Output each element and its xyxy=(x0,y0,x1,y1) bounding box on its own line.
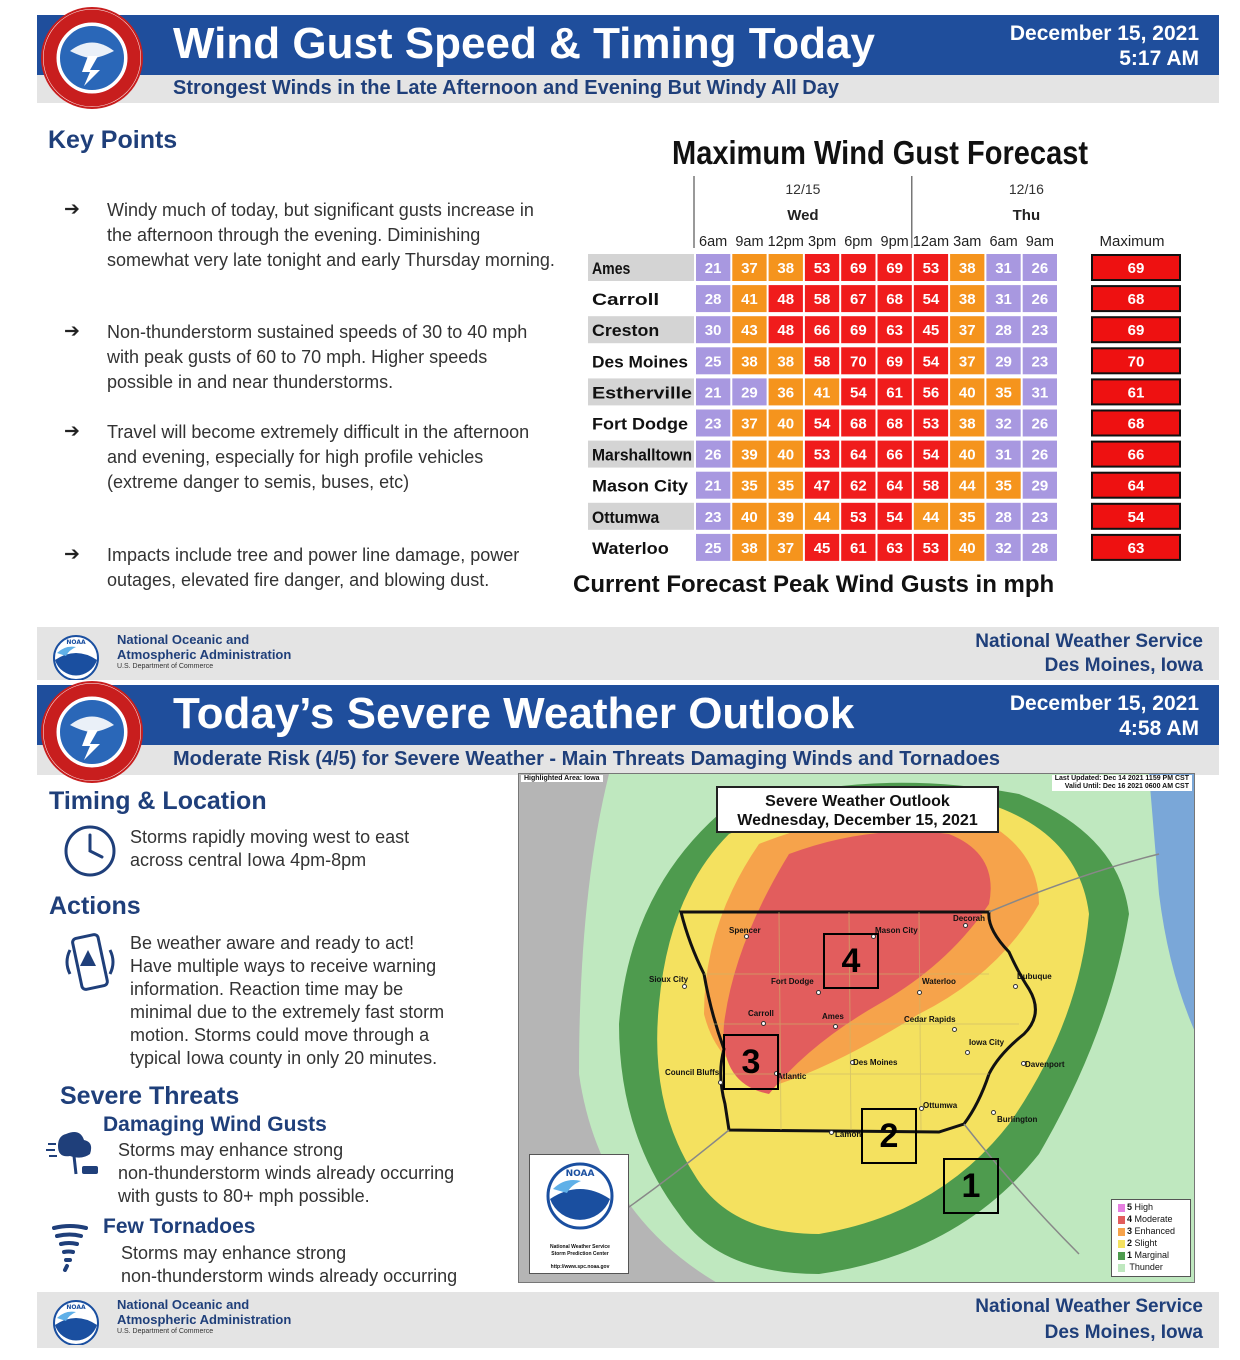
legend-item xyxy=(1118,1214,1173,1226)
gust-value: 32 xyxy=(995,415,1012,433)
city-label: Ottumwa xyxy=(592,507,660,527)
max-value: 70 xyxy=(1127,353,1145,371)
gust-value: 23 xyxy=(1031,322,1049,340)
gust-value: 58 xyxy=(813,353,831,371)
legend-label: Enhanced xyxy=(1134,1226,1176,1236)
date-header: 12/15 xyxy=(785,181,821,197)
city-label: Creston xyxy=(592,321,660,341)
key-point-text: Impacts include tree and power line damage, power outages, elevated fire danger, and blowing dust. xyxy=(107,545,520,590)
gust-value: 53 xyxy=(922,260,940,277)
gust-value: 28 xyxy=(995,322,1012,340)
max-value: 63 xyxy=(1127,539,1145,557)
issue-datetime xyxy=(1010,691,1199,741)
gust-value: 26 xyxy=(1031,291,1049,309)
page-subtitle: Strongest Winds in the Late Afternoon and Evening But Windy All Day xyxy=(173,77,839,99)
city-label: Des Moines xyxy=(853,1058,898,1067)
tornado-threat-line: Storms may enhance strong xyxy=(121,1243,347,1263)
gust-value: 23 xyxy=(1031,508,1049,526)
gust-value: 21 xyxy=(704,384,722,402)
gust-value: 38 xyxy=(958,260,976,277)
gust-value: 32 xyxy=(995,539,1012,557)
gust-value: 62 xyxy=(850,477,867,495)
gust-value: 53 xyxy=(922,539,940,557)
gust-value: 38 xyxy=(958,415,976,433)
gust-value: 31 xyxy=(995,260,1012,277)
gust-value: 61 xyxy=(850,539,867,557)
spc-line1: National Weather Service xyxy=(550,1244,610,1250)
gust-value: 30 xyxy=(704,322,722,340)
gust-value: 40 xyxy=(958,384,976,402)
time-header: 6pm xyxy=(844,234,873,250)
gust-value: 26 xyxy=(1031,446,1049,464)
city-label: Atlantic xyxy=(777,1072,807,1081)
city-marker xyxy=(1013,984,1018,989)
gust-value: 26 xyxy=(1031,260,1049,277)
city-label: Fort Dodge xyxy=(592,414,688,434)
city-label: Cedar Rapids xyxy=(904,1015,956,1024)
wind-threat-title: Damaging Wind Gusts xyxy=(103,1113,327,1136)
tornado-icon xyxy=(50,1222,90,1272)
arrow-right-icon: ➔ xyxy=(64,544,80,565)
gust-value: 67 xyxy=(850,291,867,309)
gust-value: 53 xyxy=(813,260,831,277)
noaa-name-line2: Atmospheric Administration xyxy=(117,647,292,662)
gust-table-title: Maximum Wind Gust Forecast xyxy=(672,134,1089,171)
gust-value: 40 xyxy=(741,508,758,526)
actions-title: Actions xyxy=(49,892,141,920)
gust-value: 26 xyxy=(704,446,722,464)
gust-value: 35 xyxy=(741,477,758,495)
actions-line: Have multiple ways to receive warning xyxy=(130,956,437,976)
gust-value: 58 xyxy=(922,477,940,495)
noaa-mark: NOAA xyxy=(66,1304,86,1311)
actions-line: motion. Storms could move through a xyxy=(130,1025,430,1045)
gust-value: 64 xyxy=(886,477,903,495)
gust-value: 35 xyxy=(777,477,795,495)
page-subtitle: Moderate Risk (4/5) for Severe Weather - Main Threats Damaging Winds and Tornadoes xyxy=(173,748,1001,770)
title-bar xyxy=(37,685,1219,745)
key-points-title: Key Points xyxy=(48,126,178,154)
arrow-right-icon: ➔ xyxy=(64,321,80,342)
legend-item xyxy=(1118,1262,1163,1274)
gust-value: 21 xyxy=(704,477,722,495)
city-label: Carroll xyxy=(592,290,660,310)
gust-value: 36 xyxy=(777,384,795,402)
gust-value: 38 xyxy=(741,353,758,371)
gust-value: 44 xyxy=(958,477,976,495)
actions-line: minimal due to the extremely fast storm xyxy=(130,1002,445,1022)
noaa-name-line2: Atmospheric Administration xyxy=(117,1312,292,1327)
city-label: Fort Dodge xyxy=(771,977,814,986)
gust-value: 31 xyxy=(995,291,1012,309)
time-header: 9pm xyxy=(880,234,909,250)
noaa-logo-icon xyxy=(49,1297,103,1345)
noaa-logo-icon xyxy=(545,1161,615,1231)
gust-value: 58 xyxy=(813,291,831,309)
gust-value: 31 xyxy=(1031,384,1049,402)
legend-swatch xyxy=(1118,1252,1125,1260)
spc-logo-mark: NOAA xyxy=(565,1169,595,1179)
city-marker xyxy=(816,990,821,995)
city-label: Mason City xyxy=(592,476,689,496)
legend-num: 5 xyxy=(1127,1202,1133,1212)
gust-value: 35 xyxy=(995,384,1012,402)
gust-value: 28 xyxy=(1031,539,1049,557)
city-label: Iowa City xyxy=(969,1038,1005,1047)
wind-tree-icon xyxy=(46,1128,102,1178)
city-label: Decorah xyxy=(953,914,986,923)
legend-swatch xyxy=(1118,1240,1125,1248)
issue-time: 4:58 AM xyxy=(1119,717,1199,740)
gust-value: 37 xyxy=(958,353,976,371)
gust-value: 40 xyxy=(958,539,976,557)
gust-value: 61 xyxy=(886,384,903,402)
issue-datetime xyxy=(1010,21,1199,71)
gust-value: 63 xyxy=(886,322,903,340)
arrow-right-icon: ➔ xyxy=(64,199,80,220)
city-label: Ames xyxy=(592,259,631,278)
subtitle-bar xyxy=(37,75,1219,103)
gust-value: 54 xyxy=(886,508,903,526)
gust-value: 38 xyxy=(777,260,795,277)
legend-label: High xyxy=(1134,1202,1154,1212)
city-label: Des Moines xyxy=(592,352,688,372)
footer xyxy=(37,1292,1219,1348)
legend-swatch xyxy=(1118,1264,1125,1272)
gust-value: 38 xyxy=(958,291,976,309)
noaa-logo-icon xyxy=(49,632,103,680)
gust-value: 25 xyxy=(704,353,722,371)
issue-time: 5:17 AM xyxy=(1119,47,1199,70)
page-title: Today’s Severe Weather Outlook xyxy=(173,689,855,738)
nws-name: National Weather Service xyxy=(975,631,1203,652)
legend-item xyxy=(1118,1250,1169,1262)
highlight-area-label: Highlighted Area: Iowa xyxy=(521,775,603,782)
city-marker xyxy=(682,984,687,989)
legend-label: Slight xyxy=(1134,1238,1158,1248)
time-header: 6am xyxy=(989,234,1018,250)
key-point-text: Windy much of today, but significant gusts increase in the afternoon through the evening. Diminishing somewhat very late tonight and early Thursday morning. xyxy=(107,200,555,270)
gust-value: 53 xyxy=(813,446,831,464)
map-title xyxy=(716,786,999,833)
gust-value: 54 xyxy=(813,415,831,433)
city-marker xyxy=(965,1050,970,1055)
gust-value: 40 xyxy=(777,446,795,464)
time-header: 9am xyxy=(735,234,764,250)
city-label: Carroll xyxy=(748,1009,774,1018)
gust-value: 40 xyxy=(777,415,795,433)
gust-value: 54 xyxy=(922,446,940,464)
city-label: Lamoni xyxy=(835,1130,864,1139)
noaa-department: U.S. Department of Commerce xyxy=(117,1328,214,1335)
noaa-name-line1: National Oceanic and xyxy=(117,632,250,647)
gust-value: 31 xyxy=(995,446,1012,464)
city-label: Waterloo xyxy=(922,977,956,986)
issue-date: December 15, 2021 xyxy=(1009,692,1199,715)
actions-line: Be weather aware and ready to act! xyxy=(130,933,415,953)
gust-value: 54 xyxy=(850,384,867,402)
gust-value: 35 xyxy=(958,508,976,526)
city-label: Spencer xyxy=(729,926,761,935)
gust-value: 35 xyxy=(995,477,1012,495)
gust-value: 48 xyxy=(777,322,795,340)
gust-value: 48 xyxy=(777,291,795,309)
noaa-name-line1: National Oceanic and xyxy=(117,1297,250,1312)
time-header: 12pm xyxy=(767,234,804,250)
gust-value: 47 xyxy=(813,477,831,495)
actions-line: typical Iowa county in only 20 minutes. xyxy=(130,1048,438,1068)
time-header: 12am xyxy=(912,234,950,250)
gust-value: 53 xyxy=(922,415,940,433)
gust-value: 38 xyxy=(777,353,795,371)
arrow-right-icon: ➔ xyxy=(64,421,80,442)
legend-item xyxy=(1118,1202,1153,1214)
time-header: 3pm xyxy=(807,234,837,250)
key-point-text: Non-thunderstorm sustained speeds of 30 to 40 mph with peak gusts of 60 to 70 mph. Higher speeds possible in and near thunderstorms. xyxy=(107,322,528,392)
gust-value: 70 xyxy=(850,353,867,371)
noaa-department: U.S. Department of Commerce xyxy=(117,663,214,670)
day-header: Wed xyxy=(787,207,819,224)
gust-table-caption: Current Forecast Peak Wind Gusts in mph xyxy=(573,571,1055,598)
max-value: 69 xyxy=(1127,322,1145,340)
gust-value: 64 xyxy=(850,446,867,464)
gust-value: 37 xyxy=(741,260,758,277)
city-marker xyxy=(761,1021,766,1026)
spc-line2: Storm Prediction Center xyxy=(551,1251,609,1257)
city-marker xyxy=(829,1130,834,1135)
gust-value: 23 xyxy=(704,508,722,526)
max-value: 68 xyxy=(1127,415,1145,433)
max-value: 69 xyxy=(1127,260,1145,277)
gust-value: 40 xyxy=(958,446,976,464)
legend-num: 4 xyxy=(1127,1214,1133,1224)
gust-value: 68 xyxy=(850,415,867,433)
gust-value: 43 xyxy=(741,322,758,340)
nws-name: National Weather Service xyxy=(975,1296,1203,1317)
gust-value: 29 xyxy=(1031,477,1049,495)
max-value: 66 xyxy=(1127,446,1145,464)
legend-num: 1 xyxy=(1127,1250,1133,1260)
city-label: Sioux City xyxy=(649,975,689,984)
timing-text-2: across central Iowa 4pm-8pm xyxy=(130,850,367,870)
gust-value: 29 xyxy=(995,353,1012,371)
nws-office: Des Moines, Iowa xyxy=(1044,655,1203,676)
gust-value: 23 xyxy=(1031,353,1049,371)
date-header: 12/16 xyxy=(1008,181,1044,197)
spc-logo-box xyxy=(529,1154,629,1274)
city-label: Dubuque xyxy=(1017,972,1052,981)
key-point-text: Travel will become extremely difficult in the afternoon and evening, especially for high profile vehicles (extreme danger to semis, buses, etc) xyxy=(107,422,530,492)
day-header: Thu xyxy=(1012,207,1041,224)
gust-value: 37 xyxy=(741,415,758,433)
gust-value: 69 xyxy=(850,260,867,277)
max-value: 61 xyxy=(1127,384,1145,402)
legend-swatch xyxy=(1118,1228,1125,1236)
tornado-threat-title: Few Tornadoes xyxy=(103,1215,256,1238)
legend-label: Thunder xyxy=(1129,1262,1163,1272)
map-timestamps xyxy=(1052,775,1192,791)
legend-item xyxy=(1118,1238,1157,1250)
gust-value: 21 xyxy=(704,260,722,277)
gust-value: 28 xyxy=(995,508,1012,526)
gust-value: 69 xyxy=(886,353,903,371)
legend-swatch xyxy=(1118,1204,1125,1212)
gust-value: 69 xyxy=(850,322,867,340)
nws-seal-icon xyxy=(40,680,144,784)
map-title-line1: Severe Weather Outlook xyxy=(765,793,950,810)
gust-value: 39 xyxy=(777,508,795,526)
wind-threat-line: with gusts to 80+ mph possible. xyxy=(118,1186,370,1206)
gust-value: 26 xyxy=(1031,415,1049,433)
gust-value: 37 xyxy=(958,322,976,340)
tornado-threat-line: non-thunderstorm winds already occurring xyxy=(121,1266,458,1286)
threats-title: Severe Threats xyxy=(60,1082,240,1110)
gust-value: 38 xyxy=(741,539,758,557)
city-marker xyxy=(833,1024,838,1029)
gust-value: 41 xyxy=(741,291,758,309)
clock-icon xyxy=(62,823,118,879)
map-title-line2: Wednesday, December 15, 2021 xyxy=(737,812,978,829)
max-value: 64 xyxy=(1127,477,1145,495)
gust-value: 23 xyxy=(704,415,722,433)
city-label: Council Bluffs xyxy=(665,1068,720,1077)
legend-num: 2 xyxy=(1127,1238,1133,1248)
gust-value: 41 xyxy=(813,384,831,402)
gust-value: 25 xyxy=(704,539,722,557)
time-header: 3am xyxy=(953,234,982,250)
time-header: 6am xyxy=(699,234,728,250)
legend-label: Moderate xyxy=(1134,1214,1173,1224)
gust-value: 44 xyxy=(922,508,940,526)
gust-table xyxy=(580,170,1200,570)
gust-value: 56 xyxy=(922,384,940,402)
nws-office: Des Moines, Iowa xyxy=(1044,1322,1203,1343)
city-label: Ames xyxy=(822,1012,844,1021)
gust-value: 68 xyxy=(886,415,903,433)
title-bar xyxy=(37,15,1219,75)
risk-legend xyxy=(1111,1199,1191,1277)
wind-threat-line: Storms may enhance strong xyxy=(118,1140,344,1160)
wind-threat-line: non-thunderstorm winds already occurring xyxy=(118,1163,455,1183)
risk-box-2: 2 xyxy=(861,1108,917,1164)
gust-value: 69 xyxy=(886,260,903,277)
valid-until: Valid Until: Dec 16 2021 0600 AM CST xyxy=(1064,783,1189,790)
city-marker xyxy=(963,923,968,928)
footer xyxy=(37,627,1219,680)
max-value: 68 xyxy=(1127,291,1145,309)
gust-value: 66 xyxy=(813,322,831,340)
timing-text-1: Storms rapidly moving west to east xyxy=(130,827,410,847)
gust-value: 54 xyxy=(922,291,940,309)
city-marker xyxy=(952,1027,957,1032)
city-label: Ottumwa xyxy=(923,1101,958,1110)
outlook-map xyxy=(518,773,1195,1283)
subtitle-bar xyxy=(37,745,1219,775)
city-label: Mason City xyxy=(875,926,918,935)
issue-date: December 15, 2021 xyxy=(1009,22,1199,45)
legend-label: Marginal xyxy=(1134,1250,1170,1260)
legend-swatch xyxy=(1118,1216,1125,1224)
gust-value: 63 xyxy=(886,539,903,557)
gust-value: 29 xyxy=(741,384,758,402)
gust-value: 45 xyxy=(922,322,940,340)
city-label: Estherville xyxy=(592,383,692,403)
page-title: Wind Gust Speed & Timing Today xyxy=(173,19,876,68)
city-marker xyxy=(917,990,922,995)
gust-value: 37 xyxy=(777,539,795,557)
nws-seal-icon xyxy=(40,6,144,110)
risk-box-1: 1 xyxy=(943,1158,999,1214)
gust-value: 53 xyxy=(850,508,867,526)
risk-box-3: 3 xyxy=(723,1034,779,1090)
actions-line: information. Reaction time may be xyxy=(130,979,404,999)
phone-alert-icon xyxy=(60,930,120,996)
city-label: Waterloo xyxy=(592,538,669,558)
gust-value: 66 xyxy=(886,446,903,464)
gust-value: 28 xyxy=(704,291,722,309)
noaa-mark: NOAA xyxy=(66,639,86,646)
legend-item xyxy=(1118,1226,1175,1238)
max-value: 54 xyxy=(1127,508,1145,526)
max-header: Maximum xyxy=(1099,233,1165,250)
risk-box-4: 4 xyxy=(823,933,879,989)
time-header: 9am xyxy=(1025,234,1054,250)
gust-value: 44 xyxy=(813,508,831,526)
city-marker xyxy=(991,1110,996,1115)
legend-num: 3 xyxy=(1127,1226,1133,1236)
timing-title: Timing & Location xyxy=(49,787,267,815)
spc-url: http://www.spc.noaa.gov xyxy=(550,1264,610,1270)
city-label: Davenport xyxy=(1025,1060,1065,1069)
city-label: Marshalltown xyxy=(592,445,692,465)
gust-value: 68 xyxy=(886,291,903,309)
gust-value: 45 xyxy=(813,539,831,557)
gust-value: 39 xyxy=(741,446,758,464)
last-updated: Last Updated: Dec 14 2021 1159 PM CST xyxy=(1054,775,1189,782)
city-label: Burlington xyxy=(997,1115,1038,1124)
gust-value: 54 xyxy=(922,353,940,371)
